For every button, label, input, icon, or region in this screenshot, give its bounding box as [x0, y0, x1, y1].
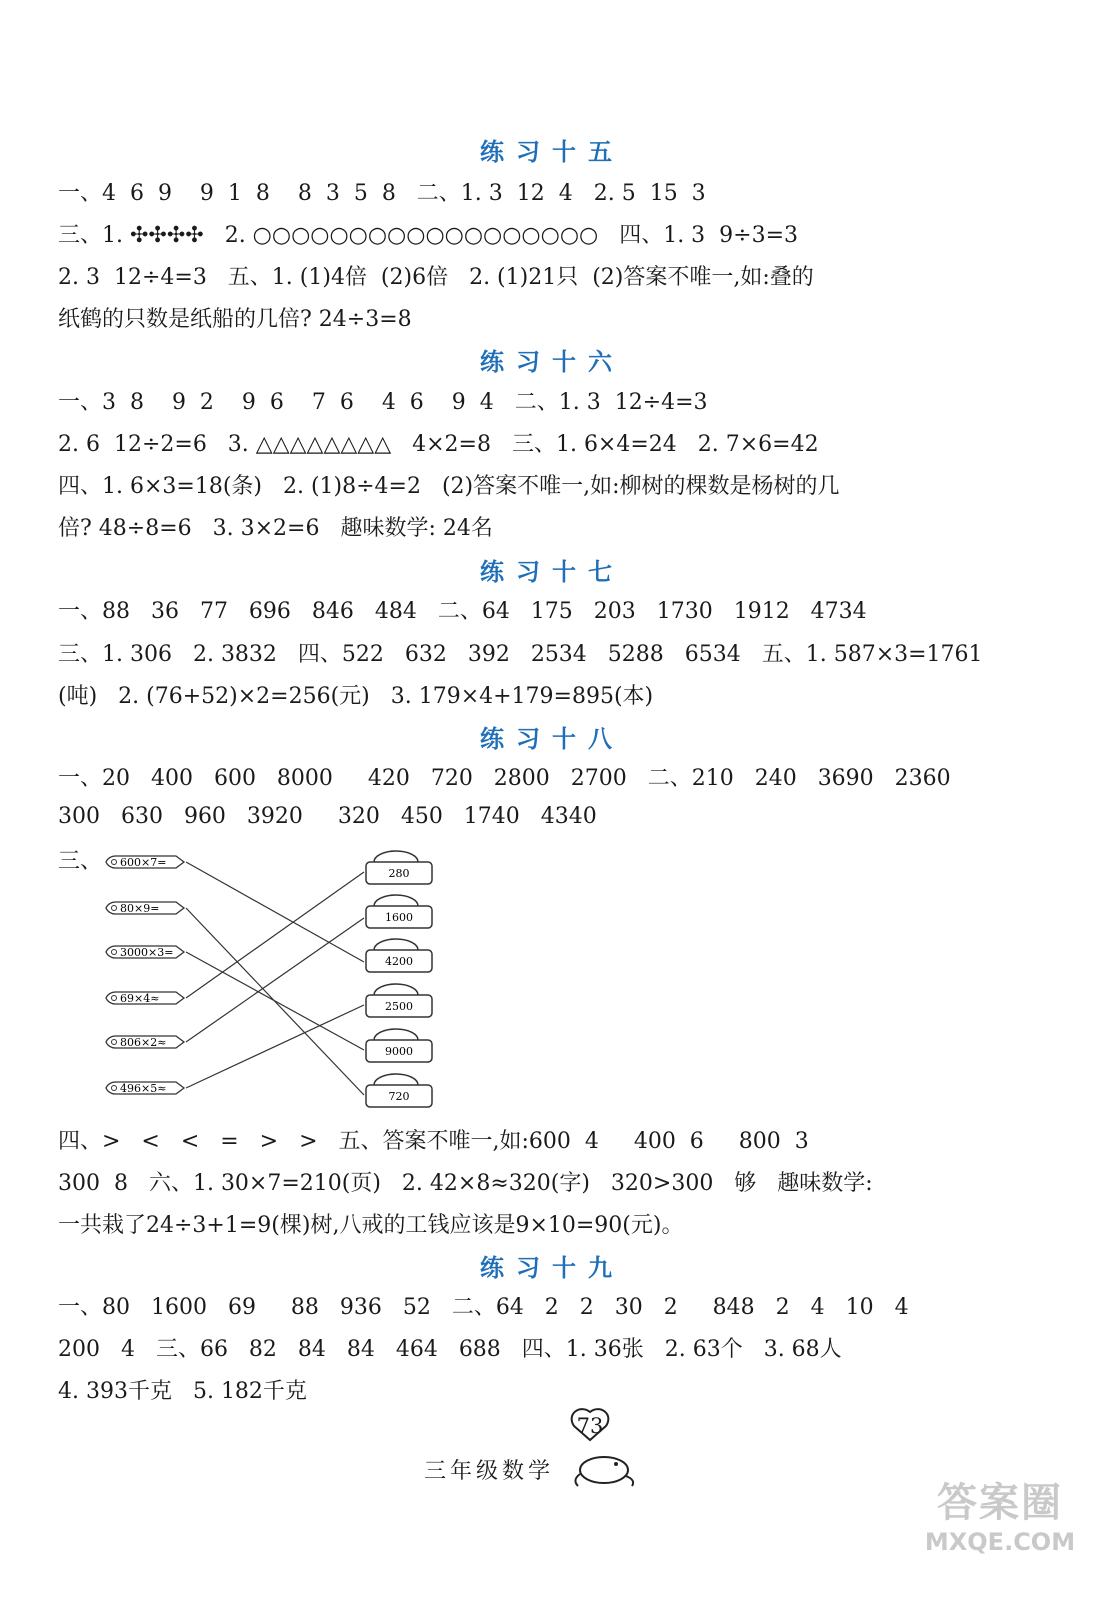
match-line	[186, 1005, 364, 1088]
answer-line: 三、1. 306 2. 3832 四、522 632 392 2534 5288 6534 五、1. 587×3=1761	[58, 642, 983, 667]
lock-label: 9000	[385, 1045, 413, 1058]
lock	[366, 1029, 432, 1062]
answer-line: 四、1. 6×3=18(条) 2. (1)8÷4=2 (2)答案不唯一,如:柳树的棵数是杨树的几	[58, 474, 840, 499]
answer-line: 4. 393千克 5. 182千克	[58, 1379, 307, 1404]
section-title-15: 练习十五	[480, 138, 624, 166]
answer-line: 一、80 1600 69 88 936 52 二、64 2 2 30 2 848 2 4 10 4	[58, 1295, 909, 1320]
key-label: 3000×3=	[120, 946, 174, 959]
matching-lines	[186, 862, 364, 1095]
answer-line: 倍? 48÷8=6 3. 3×2=6 趣味数学: 24名	[58, 516, 493, 541]
lock-label: 4200	[385, 955, 413, 968]
section-title-18: 练习十八	[480, 725, 624, 753]
key-label: 600×7=	[120, 856, 167, 869]
key	[106, 902, 184, 915]
key	[106, 856, 184, 869]
answer-line: 三、1. ✣✣✣✣ 2. ○○○○○○○○○○○○○○○○○○ 四、1. 3 9÷3=3	[58, 223, 799, 248]
answer-line: 一、20 400 600 8000 420 720 2800 2700 二、210 240 3690 2360	[58, 766, 951, 791]
key-label: 806×2≈	[120, 1036, 167, 1049]
section-title-16: 练习十六	[480, 348, 624, 376]
answer-line: 一、88 36 77 696 846 484 二、64 175 203 1730 1912 4734	[58, 599, 867, 624]
key-lock-matching-diagram	[58, 850, 458, 1120]
footer-title: 三年级数学	[424, 1459, 555, 1484]
answer-line: 2. 3 12÷4=3 五、1. (1)4倍 (2)6倍 2. (1)21只 (2)答案不唯一,如:叠的	[58, 265, 814, 290]
match-line	[186, 862, 364, 962]
answer-line: 200 4 三、66 82 84 84 464 688 四、1. 36张 2. 63个 3. 68人	[58, 1337, 842, 1362]
lock-label: 1600	[385, 911, 413, 924]
question-label: 三、	[58, 850, 103, 874]
lock	[366, 984, 432, 1017]
watermark-url: MXQE.COM	[924, 1528, 1076, 1556]
answer-line: 300 630 960 3920 320 450 1740 4340	[58, 804, 597, 829]
lock	[366, 1074, 432, 1107]
match-line	[186, 872, 364, 998]
section-title-19: 练习十九	[480, 1254, 624, 1282]
key-label: 69×4≈	[120, 992, 160, 1005]
lock-label: 2500	[385, 1000, 413, 1013]
answer-line: 一、4 6 9 9 1 8 8 3 5 8 二、1. 3 12 4 2. 5 15 3	[58, 181, 706, 206]
match-line	[186, 952, 364, 1050]
lock	[366, 851, 432, 884]
key	[106, 946, 184, 959]
answer-line: 300 8 六、1. 30×7=210(页) 2. 42×8≈320(字) 320>300 够 趣味数学:	[58, 1171, 873, 1196]
answer-line: 四、> < < = > > 五、答案不唯一,如:600 4 400 6 800 3	[58, 1129, 809, 1154]
lock	[366, 895, 432, 928]
key	[106, 1082, 184, 1095]
answer-line: 2. 6 12÷2=6 3. △△△△△△△△ 4×2=8 三、1. 6×4=24 2. 7×6=42	[58, 432, 819, 457]
answer-line: 纸鹤的只数是纸船的几倍? 24÷3=8	[58, 307, 412, 332]
key-label: 496×5≈	[120, 1082, 167, 1095]
key	[106, 1036, 184, 1049]
watermark	[910, 1478, 1090, 1556]
section-title-17: 练习十七	[480, 558, 624, 586]
page-number: 73	[576, 1414, 604, 1438]
lock-label: 280	[388, 867, 410, 880]
lock	[366, 939, 432, 972]
lock-label: 720	[388, 1090, 410, 1103]
answer-line: 一共栽了24÷3+1=9(棵)树,八戒的工钱应该是9×10=90(元)。	[58, 1213, 684, 1238]
watermark-text: 答案圈	[937, 1480, 1063, 1526]
answer-line: 一、3 8 9 2 9 6 7 6 4 6 9 4 二、1. 3 12÷4=3	[58, 390, 708, 415]
key-label: 80×9=	[120, 902, 160, 915]
answer-line: (吨) 2. (76+52)×2=256(元) 3. 179×4+179=895(本)	[58, 684, 654, 709]
key	[106, 992, 184, 1005]
